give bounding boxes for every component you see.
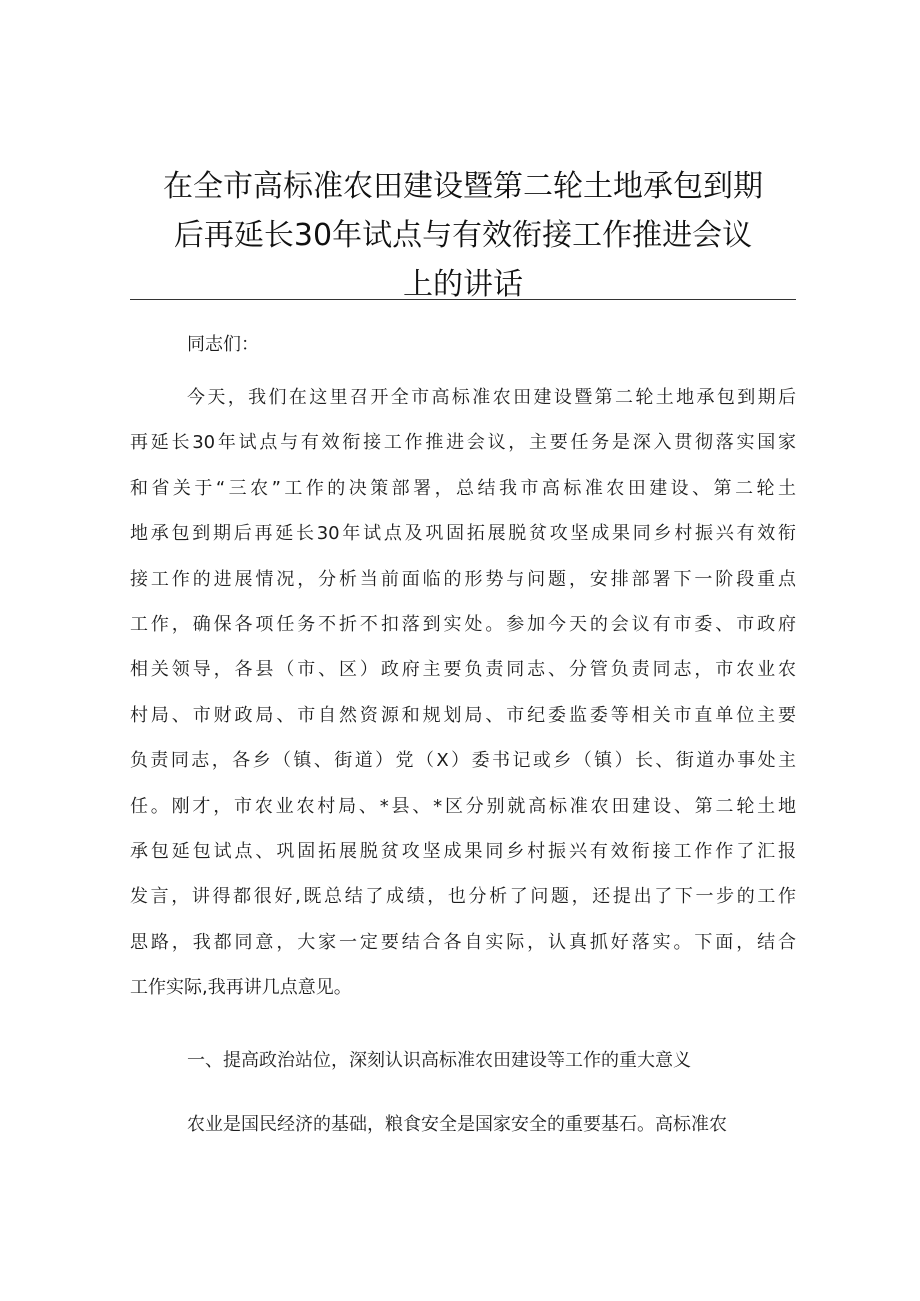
document-title xyxy=(130,162,796,309)
paragraph-line: 工作，确保各项任务不折不扣落到实处。参加今天的会议有市委、市政府 xyxy=(130,613,796,635)
title-line: 后再延长30年试点与有效衔接工作推进会议 xyxy=(173,218,753,253)
title-line: 在全市高标准农田建设暨第二轮土地承包到期 xyxy=(163,169,763,204)
paragraph-opening xyxy=(130,383,796,1018)
paragraph-line: 今天，我们在这里召开全市高标准农田建设暨第二轮土地承包到期后 xyxy=(187,387,796,408)
paragraph-line: 相关领导，各县（市、区）政府主要负责同志、分管负责同志，市农业农 xyxy=(130,659,796,681)
paragraph-line: 任。刚才，市农业农村局、*县、*区分别就高标准农田建设、第二轮土地 xyxy=(130,795,796,817)
paragraph-line: 农业是国民经济的基础，粮食安全是国家安全的重要基石。高标准农 xyxy=(187,1114,727,1135)
paragraph-line: 和省关于“三农”工作的决策部署，总结我市高标准农田建设、第二轮土 xyxy=(130,477,796,499)
title-line: 上的讲话 xyxy=(403,267,523,302)
paragraph-line: 负责同志，各乡（镇、街道）党（X）委书记或乡（镇）长、街道办事处主 xyxy=(130,750,796,772)
paragraph-line: 地承包到期后再延长30年试点及巩固拓展脱贫攻坚成果同乡村振兴有效衔 xyxy=(130,523,796,545)
salutation: 同志们： xyxy=(187,334,259,355)
paragraph-line: 工作实际,我再讲几点意见。 xyxy=(130,977,352,999)
section-heading: 一、提高政治站位，深刻认识高标准农田建设等工作的重大意义 xyxy=(187,1050,691,1071)
paragraph-line: 再延长30年试点与有效衔接工作推进会议，主要任务是深入贯彻落实国家 xyxy=(130,432,796,454)
paragraph-line: 发言，讲得都很好,既总结了成绩，也分析了问题，还提出了下一步的工作 xyxy=(130,886,796,908)
paragraph-line: 村局、市财政局、市自然资源和规划局、市纪委监委等相关市直单位主要 xyxy=(130,704,796,726)
paragraph-line: 接工作的进展情况，分析当前面临的形势与问题，安排部署下一阶段重点 xyxy=(130,568,796,590)
paragraph-line: 思路，我都同意，大家一定要结合各自实际，认真抓好落实。下面，结合 xyxy=(130,931,796,953)
paragraph-line: 承包延包试点、巩固拓展脱贫攻坚成果同乡村振兴有效衔接工作作了汇报 xyxy=(130,840,796,862)
title-underline xyxy=(130,299,796,300)
